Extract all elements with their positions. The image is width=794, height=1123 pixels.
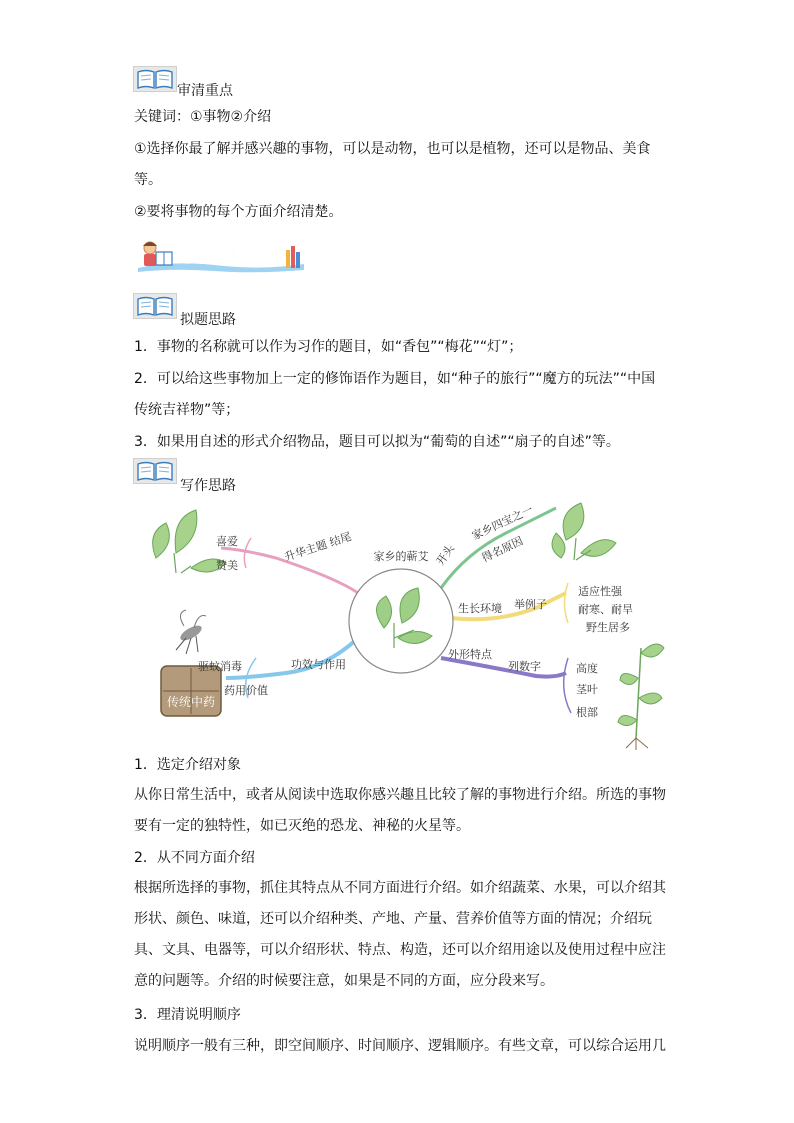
leaf-cluster-icon: [153, 510, 226, 573]
section-heading-writing-ideas: 写作思路: [180, 478, 236, 494]
leaf-cluster-icon: [552, 503, 616, 560]
branch-label-appearance: 外形特点: [448, 648, 492, 661]
section-heading-title-ideas: 拟题思路: [180, 312, 236, 328]
leaf-label-wild: 野生居多: [586, 621, 630, 634]
thinking-guide-banner: [134, 238, 309, 274]
title-idea-1: 1．事物的名称就可以作为习作的题目，如“香包”“梅花”“灯”；: [134, 339, 523, 355]
leaf-label-name-origin: 得名原因: [479, 534, 526, 565]
open-book-icon: [133, 66, 177, 92]
branch-method-numbers: 列数字: [508, 660, 541, 673]
leaf-label-height: 高度: [576, 662, 598, 675]
leaf-label-medicine: 药用价值: [224, 684, 268, 697]
title-idea-2: 2．可以给这些事物加上一定的修饰语作为题目，如“种子的旅行”“魔方的玩法”“中国传统吉祥物”等；: [134, 371, 656, 418]
branch-label-effects: 功效与作用: [291, 658, 346, 671]
leaf-label-treasure: 家乡四宝之一: [469, 503, 536, 543]
point-2: ②要将事物的每个方面介绍清楚。: [134, 204, 343, 220]
step-heading-1: 1．选定介绍对象: [134, 757, 241, 773]
branch-label-opening: 开头: [433, 542, 458, 568]
branch-label-ending: 升华主题 结尾: [282, 530, 354, 564]
step-heading-2: 2．从不同方面介绍: [134, 850, 255, 866]
step-heading-3: 3．理清说明顺序: [134, 1007, 241, 1023]
mind-map: [136, 498, 666, 750]
badge-label: 传统中药: [166, 695, 216, 709]
leaf-label-root: 根部: [576, 706, 598, 719]
step-paragraph-1: 从你日常生活中，或者从阅读中选取你感兴趣且比较了解的事物进行介绍。所选的事物要有一定的独特性，如已灭绝的恐龙、神秘的火星等。: [134, 787, 666, 834]
mosquito-icon: [176, 610, 206, 654]
branch-method-example: 举例子: [514, 598, 547, 611]
section-heading-review: 审清重点: [177, 83, 233, 99]
leaf-label-adaptable: 适应性强: [578, 585, 622, 598]
open-book-icon: [133, 458, 177, 484]
plant-icon: [618, 644, 664, 750]
center-title: 家乡的蕲艾: [373, 550, 429, 563]
banner-title: 思路指引: [179, 247, 259, 267]
leaf-label-stem-leaf: 茎叶: [576, 683, 598, 696]
step-paragraph-2: 根据所选择的事物，抓住其特点从不同方面进行介绍。如介绍蔬菜、水果，可以介绍其形状、颜色、味道，还可以介绍种类、产地、产量、营养价值等方面的情况；介绍玩具、文具、电器等，可以介绍形状、特点、构造，还可以介绍用途以及使用过程中应注意的问题等。介绍的时候要注意，如果是不同的方面，应分段来写。: [134, 880, 666, 989]
open-book-icon: [133, 293, 177, 319]
leaf-label-praise: 赞美: [216, 559, 238, 572]
point-1: ①选择你最了解并感兴趣的事物，可以是动物，也可以是植物，还可以是物品、美食等。: [134, 141, 651, 188]
leaf-label-cold-drought: 耐寒、耐旱: [578, 603, 633, 616]
title-idea-3: 3．如果用自述的形式介绍物品，题目可以拟为“葡萄的自述”“扇子的自述”等。: [134, 434, 620, 450]
leaf-label-dispel: 驱蚊消毒: [198, 660, 242, 673]
branch-label-environment: 生长环境: [458, 602, 502, 615]
step-paragraph-3: 说明顺序一般有三种，即空间顺序、时间顺序、逻辑顺序。有些文章，可以综合运用几: [134, 1038, 666, 1054]
leaf-label-like: 喜爱: [216, 535, 238, 548]
keywords-line: 关键词：①事物②介绍: [134, 109, 272, 125]
traditional-medicine-badge: [161, 666, 221, 716]
